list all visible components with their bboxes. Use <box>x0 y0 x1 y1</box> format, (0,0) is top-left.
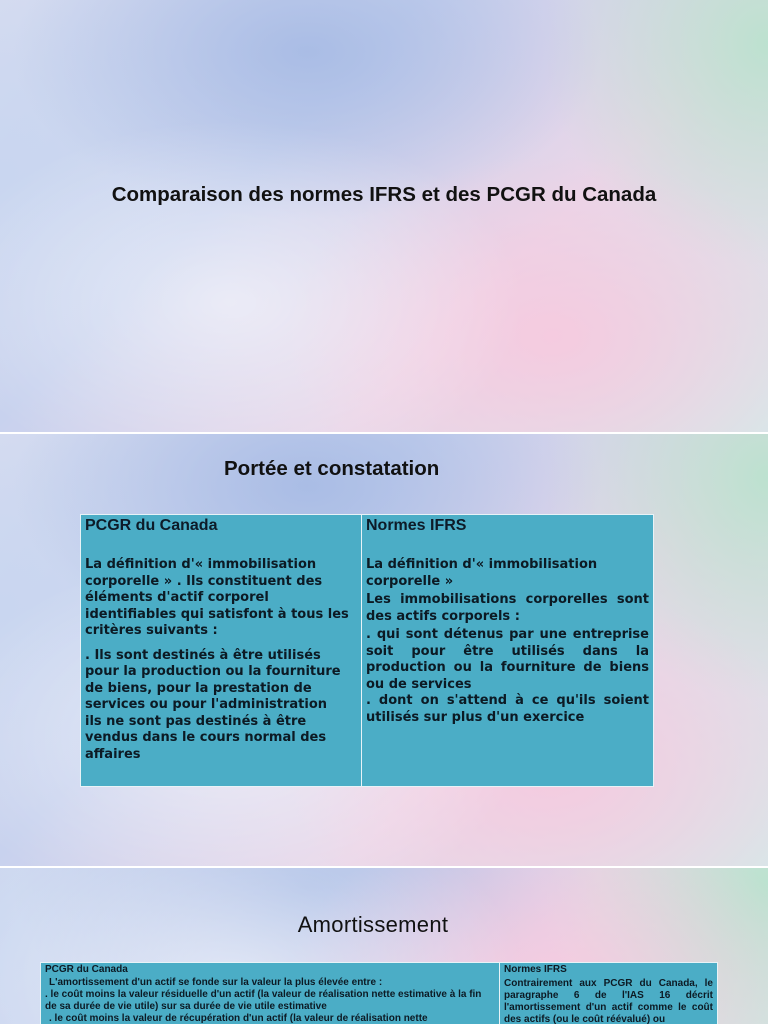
body-text: . le coût moins la valeur de récupération d'un actif (la valeur de réalisation nette <box>49 1013 428 1024</box>
column-header: Normes IFRS <box>366 517 467 534</box>
column-header: PCGR du Canada <box>85 517 218 534</box>
slide-title: Amortissement <box>297 912 449 937</box>
depreciation-slide <box>0 868 768 1024</box>
table-cell-canadian-gaap <box>81 515 362 787</box>
comparison-table <box>40 962 718 1024</box>
table-cell-canadian-gaap <box>41 963 500 1024</box>
comparison-table <box>80 514 654 787</box>
column-header: PCGR du Canada <box>45 964 128 975</box>
scope-slide <box>0 434 768 866</box>
criterion-text: . dont on s'attend à ce qu'ils soient utilisés sur plus d'un exercice <box>366 693 649 725</box>
table-cell-ifrs <box>362 515 654 787</box>
title-slide <box>0 0 768 432</box>
body-text: L'amortissement d'un actif se fonde sur la valeur la plus élevée entre : <box>49 977 383 988</box>
body-text: . le coût moins la valeur résiduelle d'un actif (la valeur de réalisation nette estimative à la fin de sa durée de vie utile) sur sa durée de vie utile estimative <box>45 989 482 1012</box>
criterion-text: ils ne sont pas destinés à être vendus dans le cours normal des affaires <box>85 713 327 762</box>
slide-title: Portée et constatation <box>224 457 440 480</box>
slide-title: Comparaison des normes IFRS et des PCGR du Canada <box>111 183 657 206</box>
criterion-text: . qui sont détenus par une entreprise soit pour être utilisés dans la production ou la fourniture de biens ou de services <box>366 627 649 692</box>
definition-text: La définition d'« immobilisation corporelle » <box>366 557 598 589</box>
description-text: Les immobilisations corporelles sont des actifs corporels : <box>366 592 649 624</box>
criterion-text: . Ils sont destinés à être utilisés pour la production ou la fourniture de biens, pour la prestation de services ou pour l'administration <box>85 647 341 712</box>
definition-text: La définition d'« immobilisation corporelle » . Ils constituent des éléments d'actif corporel identifiables qui satisfont à tous les critères suivants : <box>85 557 349 638</box>
body-text: Contrairement aux PCGR du Canada, le paragraphe 6 de l'IAS 16 décrit l'amortissement d'un actif comme le coût des actifs (ou le coût réévalué) ou <box>504 978 713 1024</box>
table-cell-ifrs <box>500 963 718 1024</box>
column-header: Normes IFRS <box>504 964 567 975</box>
